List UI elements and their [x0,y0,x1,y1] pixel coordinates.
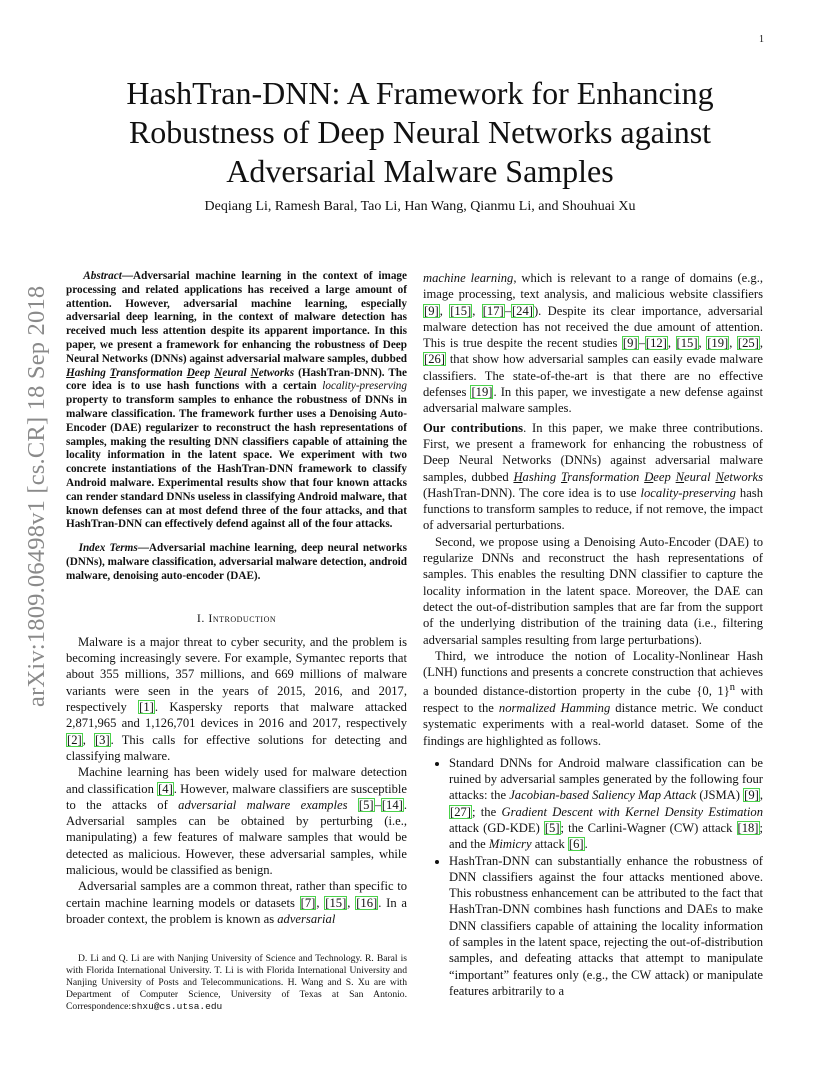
intro-p3a: Adversarial samples are a common threat, rather than specific to certain machine learning models or datasets [66,879,407,910]
citation-link[interactable]: [16] [356,895,378,910]
intro-p2c: . Adversarial samples can be obtained by perturbing (i.e., manipulating) a few features of malware samples that would be detected as malicious. However, these adversarial samples, while malicious, would be classified as benign. [66,797,407,877]
section-name: Introduction [208,610,277,625]
cube-notation: {0, 1} [696,684,730,699]
dub-t: T [560,469,568,484]
b1d: attack (GD-KDE) [449,820,544,835]
right-p3c: distance metric. We conduct systematic experiments with a real-world dataset. Some of the findings are highlighted as follows. [423,700,764,748]
abstract-eep: eep [194,366,211,379]
right-c1c: hash functions to transform samples to reduce, if not remove, the impact of adversarial perturbations. [423,485,764,533]
abstract-text-3: property to transform samples to enhance the robustness of DNNs in malware classification. The framework further uses a Denoising Auto-Encoder (DAE) regularizer to reconstruct the hash representations of samples, making the resulting DNN classifiers capable of attaining the locality information in the latent space. We experiment with two concrete instantiations of the HashTran-DNN framework to classify Android malware. Experimental results show that four known attacks can render standard DNNs useless in classifying Android malware, that known defenses can at most defend three of the four attacks, and that HashTran-DNN can effectively defend against all of the four attacks. [66,394,407,531]
citation-link[interactable]: [4] [158,781,173,796]
citation-link[interactable]: [25] [737,336,759,351]
right-p0b: ). Despite its clear importance, adversarial malware detection has not received the due amount of attention. This is true despite the recent studies [423,303,764,351]
dub-eep: eep [653,469,671,484]
section-heading [66,610,407,626]
dub-d: D [644,469,654,484]
citation-link[interactable]: [9] [622,336,638,351]
citation-link[interactable]: [7] [300,895,316,910]
right-paragraph-1: machine learning, which is relevant to a range of domains (e.g., image processing, text analysis, and malicious website classifiers [9], [15], [17]–[24]). Despite its clear importance, adversarial malware detection has not received the due amount of attention. This is true despite the recent studies [9]–[12], [15], [19], [25], [26] that show how adversarial samples can easily evade malware classifiers. The state-of-the-art is that there are no effective defenses [19]. In this paper, we investigate a new defense against adversarial malware samples. [423,271,764,416]
citation-link[interactable]: [26] [424,352,445,367]
abstract-n: N [214,366,223,379]
citation-link[interactable]: [19] [471,385,493,400]
citation-link[interactable]: [15] [450,303,472,318]
dub-etworks: etworks [723,469,764,484]
b1a: Standard DNNs for Android malware classification can be ruined by adversarial samples generated by the following four attacks: the [449,755,763,803]
cube-superscript: n [729,682,736,694]
abstract-h: H [66,366,75,379]
citation-link[interactable]: [15] [325,895,347,910]
abstract-ashing: ashing [74,366,106,379]
intro-paragraph-1: Malware is a major threat to cyber security, and the problem is becoming increasingly severe. For example, Symantec reports that about 355 millions, 357 millions, and 669 millions of malware variants were seen in the years of 2015, 2016, and 2017, respectively [1]. Kaspersky reports that malware attacked 2,871,965 and 1,126,701 devices in 2016 and 2017, respectively [2], [3]. This calls for effective solutions for detecting and classifying malware. [66,634,408,763]
right-p3b: with respect to the [423,684,763,715]
contributions-label: Our contributions [423,420,524,435]
right-c1i: locality-preserving [640,485,736,500]
citation-link[interactable]: [18] [737,820,759,835]
citation-link[interactable]: [14] [381,797,403,812]
citation-link[interactable]: [15] [676,336,698,351]
right-column [423,270,763,999]
abstract-etworks: etworks [258,366,295,379]
b1c: ; the [471,804,502,819]
abstract-text: Adversarial machine learning in the context of image processing and related applications has received a large amount of attention. However, adversarial machine learning, especially adversarial deep learning, in the context of malware detection has received much less attention despite its apparent importance. In this paper, we present a framework for enhancing the robustness of Deep Neural Networks (DNNs) against adversarial malware samples, dubbed [66,270,408,365]
page-number: 1 [759,34,764,45]
b1h: . [584,837,588,852]
intro-p1a: Malware is a major threat to cyber security, and the problem is becoming increasingly severe. For example, Symantec reports that about 355 millions, 357 millions, and 669 millions of malware variants were seen in the years of 2015, 2016, and 2017, respectively [66,634,407,715]
dub-nn: N [715,469,724,484]
footnote-text: D. Li and Q. Li are with Nanjing University of Science and Technology. R. Baral is with Florida International University. T. Li is with Florida International University and Nanjing University of Posts and Telecommunications. H. Wang and S. Xu are with Department of Computer Science, University of Texas at San Antonio. Correspondence: [66,953,407,1012]
intro-paragraph-2: Machine learning has been widely used for malware detection and classification [4]. However, malware classifiers are susceptible to the attacks of adversarial malware examples [5]–[14]. Adversarial samples can be obtained by perturbing (i.e., manipulating) a few features of malware samples that would be detected as malicious. However, these adversarial samples, while malicious, would be classified as benign. [66,765,407,877]
intro-p2i: adversarial malware examples [178,797,348,812]
abstract-locality: locality-preserving [322,380,407,393]
right-paragraph-third [423,648,763,749]
intro-p1c: . This calls for effective solutions for detecting and classifying malware. [66,732,408,763]
intro-p2b: . However, malware classifiers are susceptible to the attacks of [66,781,407,812]
list-item: • HashTran-DNN can substantially enhance the robustness of DNN classifiers against the four attacks mentioned above. This robustness enhancement can be attributed to the fact that HashTran-DNN combines hash functions and DAEs to make DNN classifiers capable of attaining the locality information of samples in the latent space, rejecting the out-of-distribution samples, and defeating attacks that attempt to manipulate “important” features only (e.g., the CW attack) or manipulate features arbitrarily to a [449,853,763,1000]
findings-list [423,755,763,999]
paper-title: HashTran-DNN: A Framework for Enhancing Robustness of Deep Neural Networks against Adversarial Malware Samples [126,75,714,189]
section-number: I. [196,610,209,625]
abstract-nn: N [250,366,259,379]
right-p3i: normalized Hamming [498,700,611,715]
abstract-t: T [109,366,117,379]
dub-h: H [513,469,523,484]
right-p0a: , which is relevant to a range of domains (e.g., image processing, text analysis, and malicious website classifiers [423,271,763,302]
dub-n: N [675,469,685,484]
dub-ashing: ashing [522,469,557,484]
intro-paragraph-3: Adversarial samples are a common threat, rather than specific to certain machine learning models or datasets [7], [15], [16]. In a broader context, the problem is known as adversarial [66,879,407,926]
citation-link[interactable]: [6] [568,837,584,852]
citation-link[interactable]: [5] [544,820,560,835]
b1b: (JSMA) [696,788,744,803]
citation-link[interactable]: [3] [94,732,110,747]
right-p0i: machine learning [423,271,514,285]
abstract-d: D [186,366,195,379]
dub-eural: eural [684,469,711,484]
b1e: ; the Carlini-Wagner (CW) attack [560,820,737,835]
citation-link[interactable]: [9] [424,303,439,318]
footnote [66,953,407,1013]
right-p0d: . In this paper, we investigate a new defense against adversarial malware samples. [423,385,763,416]
paper-authors: Deqiang Li, Ramesh Baral, Tao Li, Han Wang, Qianmu Li, and Shouhuai Xu [204,199,636,214]
citation-link[interactable]: [9] [744,788,759,803]
index-terms-text: Adversarial machine learning, deep neural networks (DNNs), malware classification, adversarial malware detection, android malware, denoising auto-encoder (DAE). [66,542,407,582]
citation-link[interactable]: [24] [511,303,533,318]
intro-p2a: Machine learning has been widely used for malware detection and classification [66,765,407,796]
abstract-ransformation: ransformation [116,366,183,379]
b1i2: Gradient Descent with Kernel Density Estimation [501,804,763,819]
right-paragraph-second: Second, we propose using a Denoising Auto-Encoder (DAE) to regularize DNNs and reconstruct the hash representations of samples. This enables the resulting DNN classifier to capture the locality information in the latent space. Moreover, the DAE can detect the out-of-distribution samples that are far from the support of the underlying distribution of the training data (i.e., filtering adversarial samples resulting from large perturbations). [423,534,763,647]
intro-p3i: adversarial [277,911,336,926]
b1g: attack [531,837,568,852]
citation-link[interactable]: [1] [139,700,154,715]
abstract-eural: eural [222,366,247,379]
b1f: ; and the [449,820,763,852]
contributions-paragraph [423,420,763,534]
index-terms-label: Index Terms [78,542,138,555]
email-link[interactable]: shxu@cs.utsa.edu [131,1001,223,1012]
b1i1: Jacobian-based Saliency Map Attack [509,788,697,803]
intro-p3b: . In a broader context, the problem is known as [66,895,407,926]
citation-link[interactable]: [19] [707,336,729,351]
citation-link[interactable]: [2] [67,732,82,747]
right-p0c: that show how adversarial samples can easily evade malware classifiers. The state-of-the-art is that there are no effective defenses [423,352,763,400]
abstract-text-2: (HashTran-DNN). The core idea is to use hash functions with a certain [66,366,407,393]
intro-p1b: . Kaspersky reports that malware attacked 2,871,965 and 1,126,701 devices in 2016 and 2017, respectively [66,700,407,731]
arxiv-stamp: arXiv:1809.06498v1 [cs.CR] 18 Sep 2018 [23,285,50,707]
list-item: • Standard DNNs for Android malware classification can be ruined by adversarial samples generated by the following four attacks: the Jacobian-based Saliency Map Attack (JSMA) [9], [27]; the Gradient Descent with Kernel Density Estimation attack (GD-KDE) [5]; the Carlini-Wagner (CW) attack [18]; and the Mimicry attack [6]. [449,755,763,853]
abstract: Abstract—Adversarial machine learning in the context of image processing and related applications has received a large amount of attention. However, adversarial machine learning, especially adversarial deep learning, in the context of malware detection has received much less attention despite its apparent importance. In this paper, we present a framework for enhancing the robustness of Deep Neural Networks (DNNs) against adversarial malware samples, dubbed Hashing Transformation Deep Neural Networks (HashTran-DNN). The core idea is to use hash functions with a certain locality-preserving property to transform samples to enhance the robustness of DNNs in malware classification. The framework further uses a Denoising Auto-Encoder (DAE) regularizer to reconstruct the hash representations of samples, making the resulting DNN classifiers capable of attaining the locality information in the latent space. We experiment with two concrete instantiations of the HashTran-DNN framework to classify Android malware. Experimental results show that four known attacks can render standard DNNs useless in classifying Android malware, that known defenses can at most defend three of the four attacks, and that HashTran-DNN can effectively defend against all of the four attacks. [66,270,408,531]
citation-link[interactable]: [5] [358,797,374,812]
citation-link[interactable]: [17] [482,303,504,318]
dub-ransformation: ransformation [567,469,640,484]
right-c1: . In this paper, we make three contributions. First, we present a framework for enhancing the robustness of Deep Neural Networks (DNNs) against adversarial malware samples, dubbed [423,420,763,484]
citation-link[interactable]: [27] [450,804,471,819]
citation-link[interactable]: [12] [645,336,667,351]
b1i3: Mimicry [488,837,532,852]
right-p3a: Third, we introduce the notion of Locality-Nonlinear Hash (LNH) functions and presents a concrete construction that achieves a bounded distance-distortion property in the cube [423,648,763,699]
left-column [66,270,407,927]
right-c1b: (HashTran-DNN). The core idea is to use [423,485,641,500]
index-terms: Index Terms—Adversarial machine learning, deep neural networks (DNNs), malware classification, adversarial malware detection, android malware, denoising auto-encoder (DAE). [66,542,407,582]
abstract-label: Abstract [83,270,122,282]
